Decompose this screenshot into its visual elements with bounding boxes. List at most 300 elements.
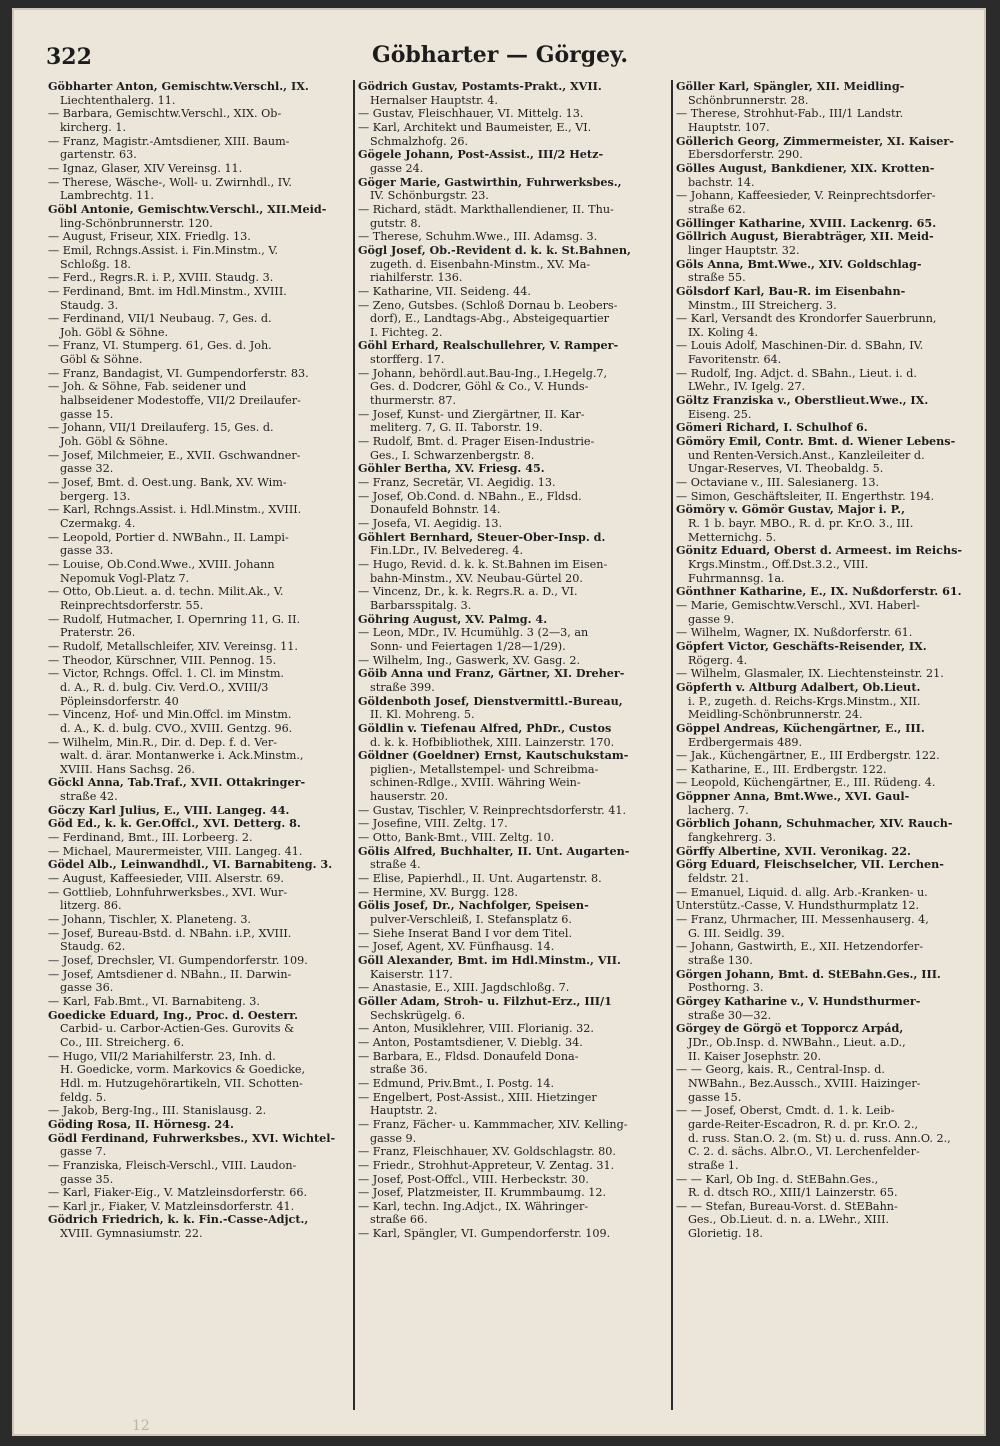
entry-text: — Johann, Kaffeesieder, V. Reinprechtsdorfer- — [676, 189, 936, 203]
directory-entry-line — [48, 1186, 346, 1200]
directory-entry-line — [676, 1227, 976, 1241]
directory-entry-line — [358, 1213, 668, 1227]
directory-entry-line — [676, 1118, 976, 1132]
entry-text: pulver-Verschleiß, I. Stefansplatz 6. — [370, 913, 572, 927]
directory-entry-line — [358, 817, 668, 831]
entry-text: gasse 35. — [60, 1172, 114, 1186]
directory-entry-line — [48, 421, 346, 435]
entry-text: riahilferstr. 136. — [370, 271, 463, 285]
entry-text: IV. Schönburgstr. 23. — [370, 189, 489, 203]
entry-text: Göd Ed., k. k. Ger.Offcl., XVI. Detterg. 8. — [48, 817, 301, 831]
entry-text: Görg Eduard, Fleischselcher, VII. Lerchen- — [676, 858, 944, 872]
directory-entry-line — [48, 708, 346, 722]
directory-entry-head — [358, 899, 668, 913]
entry-text: — Josef, Bmt. d. Oest.ung. Bank, XV. Wim- — [48, 476, 287, 490]
entry-text: Ges. d. Dodcrer, Göhl & Co., V. Hunds- — [370, 380, 589, 394]
entry-text: — Michael, Maurermeister, VIII. Langeg. 41. — [48, 844, 303, 858]
directory-entry-line — [48, 790, 346, 804]
entry-text: C. 2. d. sächs. Albr.O., VI. Lerchenfelder- — [688, 1145, 920, 1159]
directory-entry-line — [358, 503, 668, 517]
directory-entry-line — [676, 531, 976, 545]
directory-entry-line — [676, 312, 976, 326]
directory-entry-line — [358, 599, 668, 613]
directory-entry-line — [48, 613, 346, 627]
entry-text: Gömeri Richard, I. Schulhof 6. — [676, 421, 868, 435]
directory-entry-head — [358, 667, 668, 681]
entry-text: XVIII. Hans Sachsg. 26. — [60, 762, 195, 776]
entry-text: — Marie, Gemischtw.Verschl., XVI. Haberl- — [676, 598, 920, 612]
directory-entry-line — [358, 544, 668, 558]
entry-text: gasse 33. — [60, 544, 114, 558]
directory-entry-line — [358, 1118, 668, 1132]
directory-entry-line — [48, 462, 346, 476]
directory-entry-line — [676, 1213, 976, 1227]
entry-text: — Louis Adolf, Maschinen-Dir. d. SBahn, IV. — [676, 339, 924, 353]
entry-text: Meidling-Schönbrunnerstr. 24. — [688, 708, 863, 722]
directory-entry-head — [358, 531, 668, 545]
directory-entry-head — [358, 749, 668, 763]
directory-entry-head — [676, 845, 976, 859]
entry-text: Göldlin v. Tiefenau Alfred, PhDr., Custos — [358, 721, 612, 735]
directory-entry-line — [676, 831, 976, 845]
entry-text: — Emil, Rchngs.Assist. i. Fin.Minstm., V. — [48, 243, 279, 257]
entry-text: — Siehe Inserat Band I vor dem Titel. — [358, 926, 573, 940]
directory-entry-line — [358, 640, 668, 654]
entry-text: — Simon, Geschäftsleiter, II. Engerthstr. 194. — [676, 489, 935, 503]
entry-text: gasse 24. — [370, 161, 424, 175]
directory-entry-line — [676, 899, 976, 913]
directory-entry-line — [48, 326, 346, 340]
entry-text: — Therese, Schuhm.Wwe., III. Adamsg. 3. — [358, 230, 598, 244]
entry-text: — Johann, Tischler, X. Planeteng. 3. — [48, 913, 251, 927]
directory-entry-line — [358, 1186, 668, 1200]
directory-entry-head — [48, 804, 346, 818]
column-rule — [353, 80, 355, 1410]
entry-text: — Josef, Kunst- und Ziergärtner, II. Kar- — [358, 407, 585, 421]
directory-entry-line — [48, 872, 346, 886]
directory-entry-line — [676, 1091, 976, 1105]
directory-entry-line — [358, 394, 668, 408]
entry-text: Göger Marie, Gastwirthin, Fuhrwerksbes., — [358, 175, 622, 189]
entry-text: Staudg. 3. — [60, 298, 119, 312]
directory-entry-line — [48, 763, 346, 777]
directory-entry-head — [676, 258, 976, 272]
entry-text: kircherg. 1. — [60, 120, 127, 134]
entry-text: d. A., K. d. bulg. CVO., XVIII. Gentzg. 96. — [60, 721, 293, 735]
entry-text: IX. Koling 4. — [688, 325, 759, 339]
entry-text: — August, Kaffeesieder, VIII. Alserstr. 69. — [48, 872, 284, 886]
entry-text: Nepomuk Vogl-Platz 7. — [60, 571, 190, 585]
directory-entry-head — [676, 135, 976, 149]
directory-entry-line — [676, 271, 976, 285]
directory-entry-head — [676, 162, 976, 176]
entry-text: — Franziska, Fleisch-Verschl., VIII. Laudon- — [48, 1158, 297, 1172]
directory-entry-line — [358, 203, 668, 217]
entry-text: — Hermine, XV. Burgg. 128. — [358, 885, 518, 899]
directory-entry-head — [48, 1132, 346, 1146]
entry-text: straße 62. — [688, 202, 746, 216]
directory-entry-line — [48, 503, 346, 517]
entry-text: Sechskrügelg. 6. — [370, 1008, 466, 1022]
entry-text: — Rudolf, Bmt. d. Prager Eisen-Industrie- — [358, 435, 595, 449]
directory-entry-line — [358, 1036, 668, 1050]
directory-entry-line — [358, 449, 668, 463]
directory-entry-line — [48, 217, 346, 231]
entry-text: d. russ. Stan.O. 2. (m. St) u. d. russ. Ann.O. 2., — [688, 1131, 951, 1145]
entry-text: Gölis Alfred, Buchhalter, II. Unt. Augarten- — [358, 844, 630, 858]
entry-text: — Josef, Milchmeier, E., XVII. Gschwandner- — [48, 448, 301, 462]
directory-entry-head — [48, 203, 346, 217]
directory-entry-line — [358, 886, 668, 900]
directory-entry-head — [676, 858, 976, 872]
directory-entry-head — [48, 1009, 346, 1023]
directory-entry-line — [676, 599, 976, 613]
directory-entry-line — [676, 1077, 976, 1091]
running-head: Göbharter — Görgey. — [371, 42, 629, 68]
directory-entry-line — [358, 162, 668, 176]
entry-text: straße 1. — [688, 1158, 739, 1172]
entry-text: Göldenboth Josef, Dienstvermittl.-Bureau, — [358, 694, 623, 708]
directory-entry-line — [358, 1091, 668, 1105]
entry-text: Rögerg. 4. — [688, 653, 748, 667]
entry-text: Barbarsspitalg. 3. — [370, 598, 472, 612]
directory-entry-line — [358, 121, 668, 135]
directory-entry-line — [48, 162, 346, 176]
page-footer-mark: 12 — [132, 1418, 150, 1434]
directory-entry-line — [358, 1200, 668, 1214]
directory-entry-line — [676, 913, 976, 927]
entry-text: LWehr., IV. Igelg. 27. — [688, 380, 806, 394]
directory-entry-line — [676, 1173, 976, 1187]
directory-entry-head — [358, 148, 668, 162]
directory-entry-line — [48, 1077, 346, 1091]
directory-entry-line — [358, 572, 668, 586]
entry-text: — Josef, Ob.Cond. d. NBahn., E., Fldsd. — [358, 489, 582, 503]
directory-entry-line — [358, 913, 668, 927]
entry-text: Schloßg. 18. — [60, 257, 131, 271]
directory-entry-line — [358, 326, 668, 340]
entry-text: Gönitz Eduard, Oberst d. Armeest. im Reichs- — [676, 544, 963, 558]
entry-text: II. Kl. Mohreng. 5. — [370, 708, 475, 722]
directory-entry-head — [48, 80, 346, 94]
directory-entry-line — [358, 776, 668, 790]
entry-text: — Ferdinand, VII/1 Neubaug. 7, Ges. d. — [48, 312, 272, 326]
directory-entry-line — [48, 367, 346, 381]
entry-text: — Engelbert, Post-Assist., XIII. Hietzinger — [358, 1090, 597, 1104]
directory-entry-line — [48, 981, 346, 995]
entry-text: Krgs.Minstm., Off.Dst.3.2., VIII. — [688, 557, 869, 571]
entry-text: Görgey Katharine v., V. Hundsthurmer- — [676, 994, 921, 1008]
entry-text: — Josef, Platzmeister, II. Krummbaumg. 12. — [358, 1186, 607, 1200]
entry-text: — Richard, städt. Markthallendiener, II. Thu- — [358, 202, 614, 216]
entry-text: Göib Anna und Franz, Gärtner, XI. Dreher- — [358, 667, 625, 681]
entry-text: Schmalzhofg. 26. — [370, 134, 469, 148]
directory-entry-line — [48, 285, 346, 299]
directory-entry-line — [358, 189, 668, 203]
entry-text: — Barbara, Gemischtw.Verschl., XIX. Ob- — [48, 107, 282, 121]
entry-text: — Zeno, Gutsbes. (Schloß Dornau b. Leobers- — [358, 298, 618, 312]
entry-text: Pöpleinsdorferstr. 40 — [60, 694, 179, 708]
directory-entry-line — [676, 1009, 976, 1023]
entry-text: gasse 15. — [60, 407, 114, 421]
directory-entry-line — [48, 1091, 346, 1105]
directory-entry-line — [676, 107, 976, 121]
directory-entry-line — [48, 380, 346, 394]
directory-entry-line — [358, 736, 668, 750]
entry-text: — Franz, Magistr.-Amtsdiener, XIII. Baum- — [48, 134, 290, 148]
entry-text: Göding Rosa, II. Hörnesg. 24. — [48, 1117, 234, 1131]
column-right — [676, 80, 976, 1410]
entry-text: — Joh. & Söhne, Fab. seidener und — [48, 380, 247, 394]
entry-text: — Gottlieb, Lohnfuhrwerksbes., XVI. Wur- — [48, 885, 288, 899]
entry-text: Ges., Ob.Lieut. d. n. a. LWehr., XIII. — [688, 1213, 890, 1227]
directory-entry-line — [48, 107, 346, 121]
directory-entry-line — [676, 804, 976, 818]
directory-entry-line — [676, 776, 976, 790]
directory-entry-line — [358, 476, 668, 490]
entry-text: Göldner (Goeldner) Ernst, Kautschukstam- — [358, 749, 629, 763]
directory-entry-line — [676, 1132, 976, 1146]
entry-text: — Karl, Fiaker-Eig., V. Matzleinsdorferstr. 66. — [48, 1186, 308, 1200]
directory-entry-line — [358, 285, 668, 299]
entry-text: — Jakob, Berg-Ing., III. Stanislausg. 2. — [48, 1104, 267, 1118]
entry-text: — Theodor, Kürschner, VIII. Pennog. 15. — [48, 653, 277, 667]
directory-entry-line — [48, 1200, 346, 1214]
directory-entry-line — [676, 299, 976, 313]
entry-text: und Renten-Versich.Anst., Kanzleileiter d. — [688, 448, 925, 462]
directory-entry-line — [48, 722, 346, 736]
directory-entry-line — [358, 872, 668, 886]
entry-text: — Emanuel, Liquid. d. allg. Arb.-Kranken- u. — [676, 885, 928, 899]
entry-text: — Wilhelm, Wagner, IX. Nußdorferstr. 61. — [676, 626, 913, 640]
entry-text: Göckl Anna, Tab.Traf., XVII. Ottakringer- — [48, 776, 306, 790]
directory-entry-line — [48, 654, 346, 668]
directory-entry-line — [358, 408, 668, 422]
entry-text: — Ferd., Regrs.R. i. P., XVIII. Staudg. 3. — [48, 271, 274, 285]
directory-entry-line — [358, 790, 668, 804]
entry-text: Göhl Erhard, Realschullehrer, V. Ramper- — [358, 339, 619, 353]
directory-entry-line — [676, 517, 976, 531]
entry-text: gasse 32. — [60, 462, 114, 476]
entry-text: Unterstütz.-Casse, V. Hundsthurmplatz 12. — [676, 899, 920, 913]
directory-entry-line — [358, 763, 668, 777]
entry-text: Gögl Josef, Ob.-Revident d. k. k. St.Bahnen, — [358, 243, 631, 257]
entry-text: — Hugo, Revid. d. k. k. St.Bahnen im Eisen- — [358, 557, 608, 571]
entry-text: schinen-Rdlge., XVIII. Währing Wein- — [370, 776, 581, 790]
entry-text: Göllrich August, Bierabträger, XII. Meid- — [676, 230, 934, 244]
directory-entry-line — [676, 176, 976, 190]
entry-text: Göppner Anna, Bmt.Wwe., XVI. Gaul- — [676, 790, 910, 804]
entry-text: Göhring August, XV. Palmg. 4. — [358, 612, 548, 626]
directory-entry-line — [48, 626, 346, 640]
directory-entry-line — [48, 1022, 346, 1036]
entry-text: Kaiserstr. 117. — [370, 967, 453, 981]
directory-entry-head — [676, 790, 976, 804]
entry-text: straße 130. — [688, 954, 753, 967]
entry-text: Görgey de Görgö et Topporcz Arpád, — [676, 1022, 904, 1036]
entry-text: — Otto, Bank-Bmt., VIII. Zeltg. 10. — [358, 831, 555, 845]
directory-entry-head — [48, 1213, 346, 1227]
entry-text: i. P., zugeth. d. Reichs-Krgs.Minstm., XII. — [688, 694, 921, 708]
directory-entry-line — [48, 954, 346, 968]
directory-entry-line — [676, 244, 976, 258]
entry-text: Lambrechtg. 11. — [60, 189, 154, 203]
directory-entry-line — [48, 695, 346, 709]
entry-text: Eiseng. 25. — [688, 407, 752, 421]
directory-entry-line — [48, 667, 346, 681]
column-left — [48, 80, 346, 1410]
entry-text: Ungar-Reserves, VI. Theobaldg. 5. — [688, 462, 884, 476]
entry-text: — Karl, Spängler, VI. Gumpendorferstr. 109. — [358, 1227, 611, 1241]
directory-entry-line — [48, 299, 346, 313]
entry-text: bergerg. 13. — [60, 489, 131, 503]
directory-entry-line — [676, 148, 976, 162]
directory-entry-head — [358, 613, 668, 627]
entry-text: Göller Karl, Spängler, XII. Meidling- — [676, 80, 905, 93]
entry-text: Ges., I. Schwarzenbergstr. 8. — [370, 448, 535, 462]
entry-text: Favoritenstr. 64. — [688, 353, 782, 367]
entry-text: Göllinger Katharine, XVIII. Lackenrg. 65. — [676, 216, 937, 230]
directory-entry-line — [358, 681, 668, 695]
entry-text: — Jak., Küchengärtner, E., III Erdbergstr. 122. — [676, 749, 940, 763]
entry-text: Hernalser Hauptstr. 4. — [370, 93, 498, 107]
directory-entry-line — [358, 558, 668, 572]
entry-text: straße 66. — [370, 1213, 428, 1227]
directory-entry-line — [48, 435, 346, 449]
entry-text: H. Goedicke, vorm. Markovics & Goedicke, — [60, 1063, 306, 1077]
directory-entry-line — [48, 995, 346, 1009]
entry-text: Hdl. m. Hutzugehörartikeln, VII. Schotten- — [60, 1076, 303, 1090]
entry-text: Fuhrmannsg. 1a. — [688, 571, 785, 585]
entry-text: — Anton, Postamtsdiener, V. Dieblg. 34. — [358, 1035, 583, 1049]
directory-entry-line — [48, 640, 346, 654]
directory-entry-line — [358, 1159, 668, 1173]
entry-text: dorf), E., Landtags-Abg., Absteigequartier — [370, 312, 609, 326]
entry-text: — Josef, Amtsdiener d. NBahn., II. Darwin- — [48, 967, 292, 981]
entry-text: Göls Anna, Bmt.Wwe., XIV. Goldschlag- — [676, 257, 922, 271]
directory-entry-line — [48, 271, 346, 285]
entry-text: straße 399. — [370, 680, 435, 694]
entry-text: Metternichg. 5. — [688, 530, 777, 544]
entry-text: — Karl, Architekt und Baumeister, E., VI. — [358, 120, 592, 134]
entry-text: ling-Schönbrunnerstr. 120. — [60, 216, 213, 230]
directory-entry-head — [676, 503, 976, 517]
entry-text: Gödrich Friedrich, k. k. Fin.-Casse-Adjct., — [48, 1213, 309, 1227]
directory-entry-line — [358, 135, 668, 149]
directory-entry-line — [358, 585, 668, 599]
directory-entry-line — [358, 1227, 668, 1241]
entry-text: gasse 15. — [688, 1090, 742, 1104]
entry-text: — Hugo, VII/2 Mariahilferstr. 23, Inh. d. — [48, 1049, 276, 1063]
directory-entry-line — [358, 94, 668, 108]
entry-text: gutstr. 8. — [370, 216, 422, 230]
column-rule — [671, 80, 673, 1410]
directory-entry-line — [676, 572, 976, 586]
directory-entry-line — [48, 148, 346, 162]
directory-entry-line — [358, 1132, 668, 1146]
entry-text: gasse 9. — [688, 612, 735, 626]
entry-text: Gönthner Katharine, E., IX. Nußdorferstr. 61. — [676, 585, 962, 599]
entry-text: Göppel Andreas, Küchengärtner, E., III. — [676, 721, 925, 735]
entry-text: Praterstr. 26. — [60, 626, 136, 640]
directory-entry-line — [48, 312, 346, 326]
entry-text: Göbharter Anton, Gemischtw.Verschl., IX. — [48, 80, 309, 93]
entry-text: — Gustav, Tischler, V. Reinprechtsdorferstr. 41. — [358, 803, 627, 817]
entry-text: — Ferdinand, Bmt., III. Lorbeerg. 2. — [48, 831, 253, 845]
directory-entry-line — [358, 981, 668, 995]
entry-text: Hauptstr. 107. — [688, 120, 770, 134]
entry-text: straße 55. — [688, 271, 746, 285]
entry-text: piglien-, Metallstempel- und Schreibma- — [370, 762, 599, 776]
directory-entry-line — [676, 981, 976, 995]
directory-entry-head — [358, 695, 668, 709]
directory-entry-line — [676, 749, 976, 763]
directory-entry-line — [676, 558, 976, 572]
entry-text: — Franz, Secretär, VI. Aegidig. 13. — [358, 476, 556, 490]
entry-text: Minstm., III Streicherg. 3. — [688, 298, 837, 312]
directory-entry-line — [48, 585, 346, 599]
directory-entry-head — [676, 968, 976, 982]
entry-text: Hauptstr. 2. — [370, 1104, 438, 1118]
directory-entry-line — [676, 954, 976, 968]
entry-text: — — Karl, Ob Ing. d. StEBahn.Ges., — [676, 1172, 879, 1186]
directory-entry-head — [676, 817, 976, 831]
entry-text: — Katharine, E., III. Erdbergstr. 122. — [676, 762, 887, 776]
directory-entry-line — [48, 1145, 346, 1159]
directory-entry-head — [48, 858, 346, 872]
directory-entry-line — [48, 886, 346, 900]
entry-text: meliterg. 7, G. II. Taborstr. 19. — [370, 421, 543, 435]
directory-entry-line — [676, 380, 976, 394]
directory-entry-line — [48, 899, 346, 913]
entry-text: Gögele Johann, Post-Assist., III/2 Hetz- — [358, 148, 604, 162]
directory-entry-line — [48, 599, 346, 613]
directory-entry-line — [676, 736, 976, 750]
directory-entry-line — [676, 626, 976, 640]
directory-entry-line — [676, 654, 976, 668]
entry-text: gartenstr. 63. — [60, 148, 137, 162]
directory-entry-line — [676, 1159, 976, 1173]
directory-entry-line — [358, 1145, 668, 1159]
entry-text: straße 4. — [370, 858, 421, 872]
directory-entry-line — [358, 654, 668, 668]
entry-text: — Ignaz, Glaser, XIV Vereinsg. 11. — [48, 161, 243, 175]
entry-text: straße 42. — [60, 790, 118, 804]
entry-text: — Leopold, Küchengärtner, E., III. Rüdeng. 4. — [676, 776, 936, 790]
entry-text: Goedicke Eduard, Ing., Proc. d. Oesterr. — [48, 1008, 298, 1022]
directory-entry-line — [358, 217, 668, 231]
directory-entry-line — [48, 1173, 346, 1187]
entry-text: — Otto, Ob.Lieut. a. d. techn. Milit.Ak., V. — [48, 585, 284, 599]
directory-entry-head — [358, 244, 668, 258]
directory-entry-line — [48, 135, 346, 149]
entry-text: — — Georg, kais. R., Central-Insp. d. — [676, 1063, 885, 1077]
directory-entry-line — [358, 271, 668, 285]
directory-entry-line — [48, 517, 346, 531]
entry-text: Glorietig. 18. — [688, 1227, 763, 1241]
directory-entry-line — [676, 94, 976, 108]
directory-entry-line — [48, 1063, 346, 1077]
directory-entry-line — [48, 749, 346, 763]
directory-entry-line — [48, 230, 346, 244]
entry-text: — Victor, Rchngs. Offcl. 1. Cl. im Minstm. — [48, 667, 284, 681]
entry-text: Göpferth v. Altburg Adalbert, Ob.Lieut. — [676, 680, 921, 694]
directory-entry-line — [48, 572, 346, 586]
entry-text: — Wilhelm, Glasmaler, IX. Liechtensteinstr. 21. — [676, 667, 944, 681]
directory-entry-line — [48, 940, 346, 954]
directory-entry-line — [676, 1200, 976, 1214]
directory-entry-line — [358, 1050, 668, 1064]
